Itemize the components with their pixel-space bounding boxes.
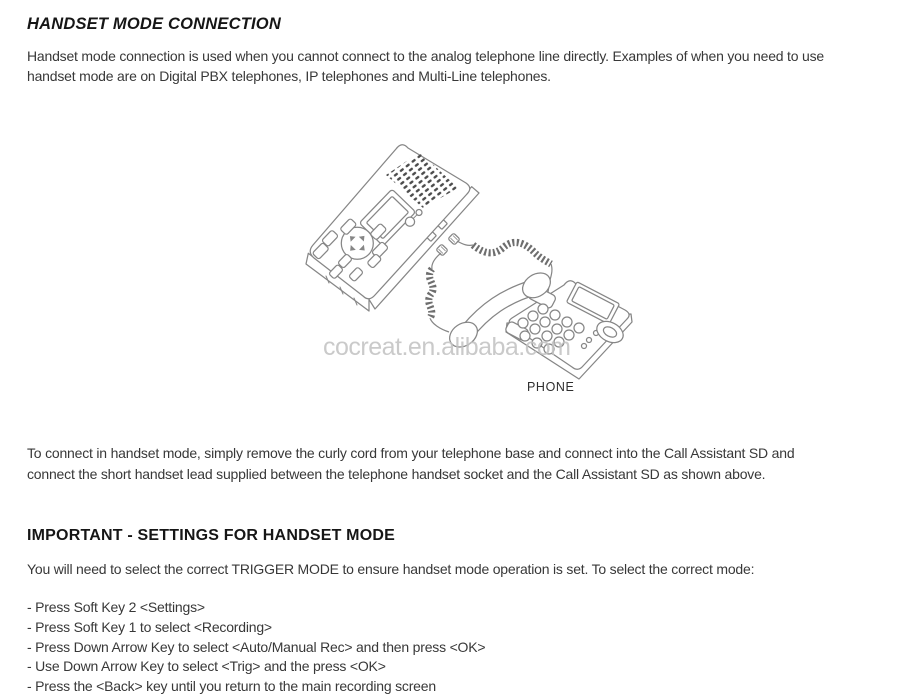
step-item-4: - Use Down Arrow Key to select <Trig> and the press <OK> — [27, 658, 386, 675]
paragraph-connect — [27, 443, 794, 484]
watermark-text: cocreat.en.alibaba.com — [323, 333, 571, 361]
paragraph-settings-intro: You will need to select the correct TRIGGER MODE to ensure handset mode operation is set. To select the correct mode: — [27, 561, 755, 577]
section-heading-handset-mode-connection: HANDSET MODE CONNECTION — [27, 15, 281, 33]
connection-diagram-art — [293, 133, 693, 403]
step-item-1: - Press Soft Key 2 <Settings> — [27, 599, 205, 615]
paragraph-connect-line-2: connect the short handset lead supplied between the telephone handset socket and the Call Assistant SD as shown above. — [27, 465, 766, 482]
paragraph-intro — [27, 46, 824, 87]
step-item-5: - Press the <Back> key until you return to the main recording screen — [27, 678, 436, 695]
step-item-2: - Press Soft Key 1 to select <Recording> — [27, 618, 272, 635]
paragraph-intro-line-1: Handset mode connection is used when you cannot connect to the analog telephone line directly. Examples of when you need to use — [27, 48, 824, 64]
paragraph-connect-line-1: To connect in handset mode, simply remove the curly cord from your telephone base and connect into the Call Assistant SD and — [27, 445, 795, 461]
connection-illustration — [293, 133, 693, 403]
phone-caption: PHONE — [527, 380, 575, 394]
section-heading-important-settings: IMPORTANT - SETTINGS FOR HANDSET MODE — [27, 527, 395, 544]
paragraph-intro-line-2: handset mode are on Digital PBX telephones, IP telephones and Multi-Line telephones. — [27, 68, 551, 85]
step-item-3: - Press Down Arrow Key to select <Auto/Manual Rec> and then press <OK> — [27, 638, 486, 655]
curly-cord-short — [429, 253, 449, 332]
call-assistant-device — [306, 145, 479, 311]
steps-list — [27, 598, 485, 697]
